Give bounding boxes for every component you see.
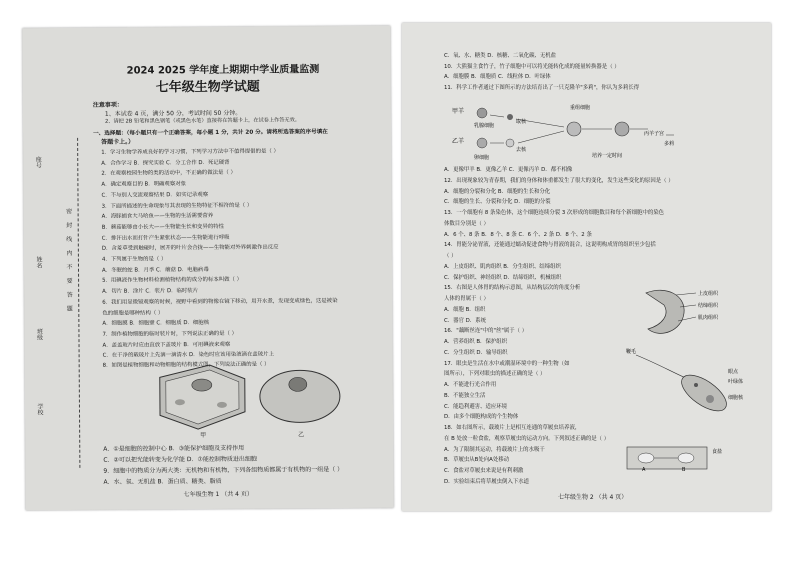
question-line: 5．用碘液作生物材料检测植物结构的成分的标本叫做（ ） xyxy=(102,277,243,285)
question-line: A．合作学习 B．探究实验 C．分工合作 D．死记硬背 xyxy=(101,159,230,167)
question-line: 10．大熊猫主食竹子，竹子细胞中可以将光能转化成的能量转换器是（ ） xyxy=(444,63,620,70)
exam-subtitle: 七年级生物学试题 xyxy=(155,79,260,96)
fig18-label: B xyxy=(682,467,686,473)
question-line: A．细胞膜 B．细胞壁 C．细胞质 D．细胞核 xyxy=(102,320,210,327)
question-line: A．切片 B．涂片 C．装片 D．临时装片 xyxy=(102,288,199,295)
question-line: 11．科学工作者通过下图所示的方法培育出了一只克隆羊"多莉"，你认为多莉长得 xyxy=(444,84,640,91)
question-line: 1．学习生物学养成良好的学习习惯，下列学习方法中不值得提倡的是（ ） xyxy=(101,148,279,156)
fig11-label: 乳腺细胞 xyxy=(474,123,495,129)
question-line: C．不与别人交流观察结果 D．如实记录观察 xyxy=(101,191,209,199)
question-line: A．更像甲羊 B．更像乙羊 C．更像丙羊 D．都不相像 xyxy=(444,167,573,173)
question-line: A．营养组织 B．保护组织 xyxy=(444,339,508,345)
fig11-label: 丙羊子宫 xyxy=(644,131,665,137)
question-line: C．氧、水、糖类 D．核糖、二氧化碳、无机盐 xyxy=(444,53,557,59)
question-line: A．细胞膜 B．细胞质 C．线粒体 D．叶绿体 xyxy=(444,74,551,80)
animal-cell xyxy=(260,370,340,423)
side-label-seat: 座号 xyxy=(34,156,42,169)
question-line: 图所示），下列对眼虫的描述正确的是（ ） xyxy=(444,371,546,378)
question-line: D．含羞草受到触碰时，展开的叶片会合拢——生物能对外界刺激作出反应 xyxy=(101,244,279,253)
question-line: D．实验结束后将草履虫倒入下水道 xyxy=(444,478,530,485)
section-heading: 一、选择题：（每小题只有一个正确答案，每小题 1 分，共计 20 分。请将所选答案的序号填在 xyxy=(93,129,328,137)
question-line: C．分生组织 D．输导组织 xyxy=(444,349,508,356)
notice-line: 2、请把 2B 铅笔和黑色钢笔（或黑色水笔）直接将在答题卡上，在试卷上作答无效。 xyxy=(104,117,301,125)
question-line: C．在干净的载玻片上先滴一滴清水 D．染色时应该用染液滴在盖玻片上 xyxy=(102,351,274,359)
clone-diagram xyxy=(452,101,692,163)
question-line: 17．眼虫是生活在水中或潮湿环境中的一种生物（如 xyxy=(444,360,570,367)
question-line: A．为了限制其运动，将载玻片上的水吸干 xyxy=(444,446,545,453)
fig-label-jia: 甲 xyxy=(200,432,207,440)
question-line: A．①是细胞的控制中心 B．③能保护细胞及支持作用 xyxy=(103,444,245,453)
exam-page-1 xyxy=(22,26,393,511)
seal-line-text: 密 封 线 内 不 要 答 题 xyxy=(64,207,73,315)
question-line: C．能趋利避害、适应环境 xyxy=(444,403,508,410)
exam-page-2 xyxy=(402,23,771,511)
fig15-label: 肌肉组织 xyxy=(698,315,719,321)
page-footer: 七年级生物 1 （共 4 页） xyxy=(183,490,253,499)
question-line: A．上皮组织、肌肉组织 B．分生组织、结缔组织 xyxy=(444,263,561,270)
side-label-school: 学校 xyxy=(35,403,44,416)
question-line: 18．如右图所示，载玻片上是相互连通的草履虫培养液， xyxy=(444,425,581,431)
question-line: 13．一个细胞有 8 条染色体，这个细胞连续分裂 3 次形成的细胞数目和每个新细胞中的染色 xyxy=(444,210,665,216)
question-line: A．冬眠的蛇 B．月季 C．蘑菇 D．电脑病毒 xyxy=(101,266,209,274)
question-line: 14．胃能分泌胃液，还能通过蠕动促进食物与胃液的混合，这说明构成胃的组织至少包括 xyxy=(444,242,656,249)
question-line: 人体的胃属于（ ） xyxy=(444,296,489,302)
plant-cell xyxy=(160,365,245,430)
fig11-label: 多莉 xyxy=(664,141,675,147)
fig15-label: 上皮组织 xyxy=(698,291,719,297)
question-line: A．盖盖玻片时应由直放下盖玻片 B．可用碘液来观察 xyxy=(102,341,231,349)
question-line: C．食盐对草履虫来说是有利刺激 xyxy=(444,468,524,474)
euglena-diagram xyxy=(626,343,756,429)
question-line: A．水、氧、无机盐 B．蛋白质、糖类、脂质 xyxy=(103,477,222,486)
fig11-label: 培养一定时间 xyxy=(592,153,623,159)
fig11-label: 卵细胞 xyxy=(474,155,490,161)
question-line: 2．在观察校园生物的类的活动中，不正确的做法是（ ） xyxy=(101,170,236,178)
question-line: 12．出现现象较为青春期，我们的身体和体重都发生了很大的变化，发生这些变化的原因是（ ） xyxy=(444,177,674,184)
fig11-label: 取核 xyxy=(516,119,527,125)
fig11-label: 去核 xyxy=(516,147,527,153)
question-line: C．细胞的生长、分裂和分化 D．细胞的分裂 xyxy=(444,199,551,206)
question-line: 色的细胞是哪种结构（ ） xyxy=(102,309,164,317)
fig15-label: 结缔组织 xyxy=(698,303,719,309)
question-line: 8．如图是植物细胞和动物细胞的结构模式图，下列说法正确的是（ ） xyxy=(102,361,270,369)
fig18-label: A xyxy=(642,467,646,473)
question-line: 在 B 处放一粒食盐，观察草履虫的运动方向。下列叙述正确的是（ ） xyxy=(444,435,610,442)
question-line: B．蘑菇能够由小长大——生物能生长和变异的特性 xyxy=(101,223,225,231)
question-line: A．海豚捕食大马哈鱼——生物的生活需要营养 xyxy=(101,213,214,220)
fig18-label: 食盐 xyxy=(712,449,723,455)
page-footer: 七年级生物 2 （共 4 页） xyxy=(558,494,628,501)
fig17-label: 鞭毛 xyxy=(626,349,637,355)
question-line: A．不能进行光合作用 xyxy=(444,382,497,388)
question-line: 7．制作植物细胞的临时装片时，下列说法正确的是（ ） xyxy=(102,330,238,338)
question-line: C．排汗出水而打针产生紧张状态——生物能进行呼吸 xyxy=(101,234,230,242)
fig-label-yi: 乙 xyxy=(298,431,305,439)
question-line: D．由多个细胞构成的个生物体 xyxy=(444,414,519,421)
stomach-diagram xyxy=(636,285,756,343)
notice-line: 1、本试卷 4 页，满分 50 分，考试时间 50 分钟。 xyxy=(104,109,242,118)
question-line: 3．下面所描述的生命现象与其表现的生物特征不相符的是（ ） xyxy=(101,202,253,210)
side-label-class: 班级 xyxy=(35,328,43,341)
fig11-label: 乙羊 xyxy=(452,138,465,145)
section-heading-cont: 答题卡上。） xyxy=(101,138,135,146)
fig17-label: 细胞核 xyxy=(728,395,744,401)
fig17-label: 眼点 xyxy=(728,369,739,375)
seal-line xyxy=(77,138,80,468)
question-line: 体数目分别是（ ） xyxy=(444,220,489,227)
fig17-label: 叶绿体 xyxy=(728,379,744,385)
question-line: B．草履虫从B处向A处移动 xyxy=(444,457,509,464)
question-line: 9．细胞中的物质分为两大类：无机物和有机物，下列各组物质都属于有机物的一组是（ ） xyxy=(103,466,344,475)
question-line: C．保护组织、神经组织 D．结缔组织、机械组织 xyxy=(444,274,562,281)
notice-title: 注意事项： xyxy=(92,101,123,109)
question-line: 16．"藕断丝连"中的"丝"属于（ ） xyxy=(444,328,528,335)
question-line: A．细胞的分裂和分化 B．细胞的生长和分化 xyxy=(444,188,551,195)
question-line: A．6 个、8 条 B．8 个、8 条 C．6 个、2 条 D．8 个、2 条 xyxy=(444,231,592,238)
question-line: （ ） xyxy=(444,253,457,259)
question-line: C．器官 D．系统 xyxy=(444,317,486,324)
question-line: 6．我们用显微镜观察的时候，视野中看到的物像在镜下移动，用开水煮，发现变成绿色，这是被染 xyxy=(102,297,338,306)
question-line: C．②可以把光能转变为化学能 D．⑦能控制物质进出细胞 xyxy=(103,455,257,464)
side-label-name: 姓名 xyxy=(34,256,42,269)
question-line: 4．下列属于生物的是（ ） xyxy=(101,256,167,263)
exam-title: 2024 2025 学年度上期期中学业质量监测 xyxy=(126,64,320,77)
question-line: B．不能独立生活 xyxy=(444,392,486,399)
fig11-label: 重组细胞 xyxy=(570,105,591,111)
question-line: A．细胞 B．组织 xyxy=(444,306,486,313)
question-line: 15．右图是人体胃的结构示意图，从结构层次的角度分析 xyxy=(444,285,581,292)
fig11-label: 甲羊 xyxy=(452,108,465,115)
paramecium-slide-diagram xyxy=(626,443,736,473)
question-line: A．确定观察目的 B．明确观察对象 xyxy=(101,181,187,188)
